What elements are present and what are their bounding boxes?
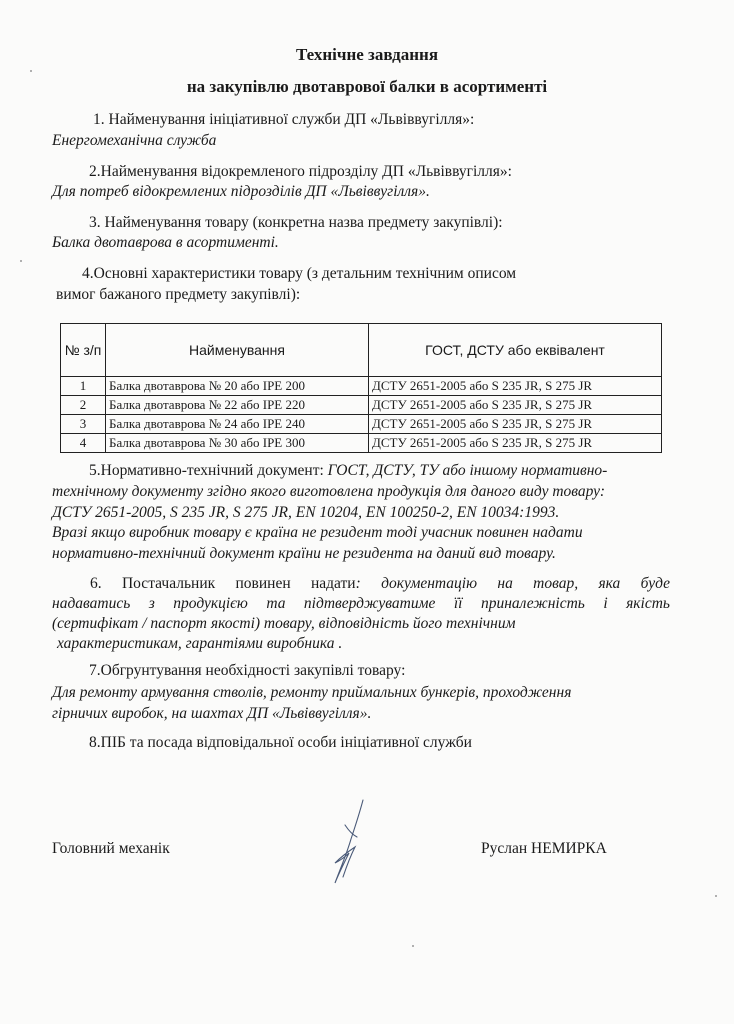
section-1-heading: 1. Найменування ініціативної служби ДП «Львіввугілля»: [93, 111, 475, 128]
cell-name: Балка двотаврова № 30 або IPE 300 [106, 434, 369, 453]
cell-standard: ДСТУ 2651-2005 або S 235 JR, S 275 JR [369, 377, 662, 396]
section-6-line-3: (сертифікат / паспорт якості) товару, відповідність його технічним [52, 615, 516, 632]
section-5-lead: 5.Нормативно-технічний документ: [89, 462, 328, 479]
section-5-line-4: Вразі якщо виробник товару є країна не резидент тоді учасник повинен надати [52, 524, 583, 541]
header-standard: ГОСТ, ДСТУ або еквівалент [369, 324, 662, 377]
section-5-value: ГОСТ, ДСТУ, ТУ або іншому нормативно- [327, 462, 608, 479]
section-5-line-3: ДСТУ 2651-2005, S 235 JR, S 275 JR, EN 10204, EN 100250-2, EN 10034:1993. [52, 504, 560, 521]
section-6-line-1 [90, 575, 670, 593]
section-7-line-1: Для ремонту армування стволів, ремонту приймальних бункерів, проходження [52, 684, 572, 701]
section-2-heading: 2.Найменування відокремленого підрозділу ДП «Львіввугілля»: [89, 163, 512, 180]
section-6-lead: 6. Постачальник повинен надати [90, 575, 356, 592]
table-row [61, 396, 662, 415]
section-7-heading: 7.Обгрунтування необхідності закупівлі товару: [89, 662, 406, 679]
scan-speck [20, 260, 22, 262]
cell-standard: ДСТУ 2651-2005 або S 235 JR, S 275 JR [369, 415, 662, 434]
cell-num: 1 [61, 377, 106, 396]
cell-num: 2 [61, 396, 106, 415]
section-1-value: Енергомеханічна служба [52, 132, 217, 149]
signatory-position: Головний механік [52, 840, 170, 857]
table-row [61, 434, 662, 453]
section-5-line-2: технічному документу згідно якого виготовлена продукція для даного виду товару: [52, 483, 606, 500]
signatory-name: Руслан НЕМИРКА [481, 840, 607, 857]
header-name: Найменування [106, 324, 369, 377]
header-num: № з/п [61, 324, 106, 377]
title-line-1: Технічне завдання [295, 45, 439, 64]
cell-num: 4 [61, 434, 106, 453]
cell-name: Балка двотаврова № 22 або IPE 220 [106, 396, 369, 415]
section-3-value: Балка двотаврова в асортименті. [52, 234, 279, 251]
scan-speck [30, 70, 32, 72]
table-row [61, 415, 662, 434]
section-6-line-2: надаватись з продукцією та підтверджуватиме її приналежність і якість [52, 595, 670, 612]
section-4-line-1: 4.Основні характеристики товару (з детальним технічним описом [82, 265, 517, 282]
handwritten-signature [315, 795, 375, 895]
section-3-heading: 3. Найменування товару (конкретна назва предмету закупівлі): [89, 214, 503, 231]
section-7-line-2: гірничих виробок, на шахтах ДП «Львіввугілля». [52, 705, 372, 722]
table-row [61, 377, 662, 396]
section-5-line-1 [89, 462, 607, 480]
section-4-line-2: вимог бажаного предмету закупівлі): [56, 286, 301, 303]
cell-standard: ДСТУ 2651-2005 або S 235 JR, S 275 JR [369, 396, 662, 415]
cell-name: Балка двотаврова № 20 або IPE 200 [106, 377, 369, 396]
scan-speck [715, 895, 717, 897]
specification-table [60, 323, 662, 453]
cell-name: Балка двотаврова № 24 або IPE 240 [106, 415, 369, 434]
scan-speck [412, 945, 414, 947]
section-2-value: Для потреб відокремлених підрозділів ДП «Львіввугілля». [52, 183, 430, 200]
table-header-row [61, 324, 662, 377]
section-5-line-5: нормативно-технічний документ країни не резидента на даний вид товару. [52, 545, 556, 562]
title-line-2: на закупівлю двотаврової балки в асортименті [186, 77, 548, 96]
section-6-value: : документацію на товар, яка буде [355, 575, 670, 592]
section-6-line-4: характеристикам, гарантіями виробника . [57, 635, 343, 652]
section-8-heading: 8.ПІБ та посада відповідальної особи ініціативної служби [89, 734, 472, 751]
cell-standard: ДСТУ 2651-2005 або S 235 JR, S 275 JR [369, 434, 662, 453]
cell-num: 3 [61, 415, 106, 434]
